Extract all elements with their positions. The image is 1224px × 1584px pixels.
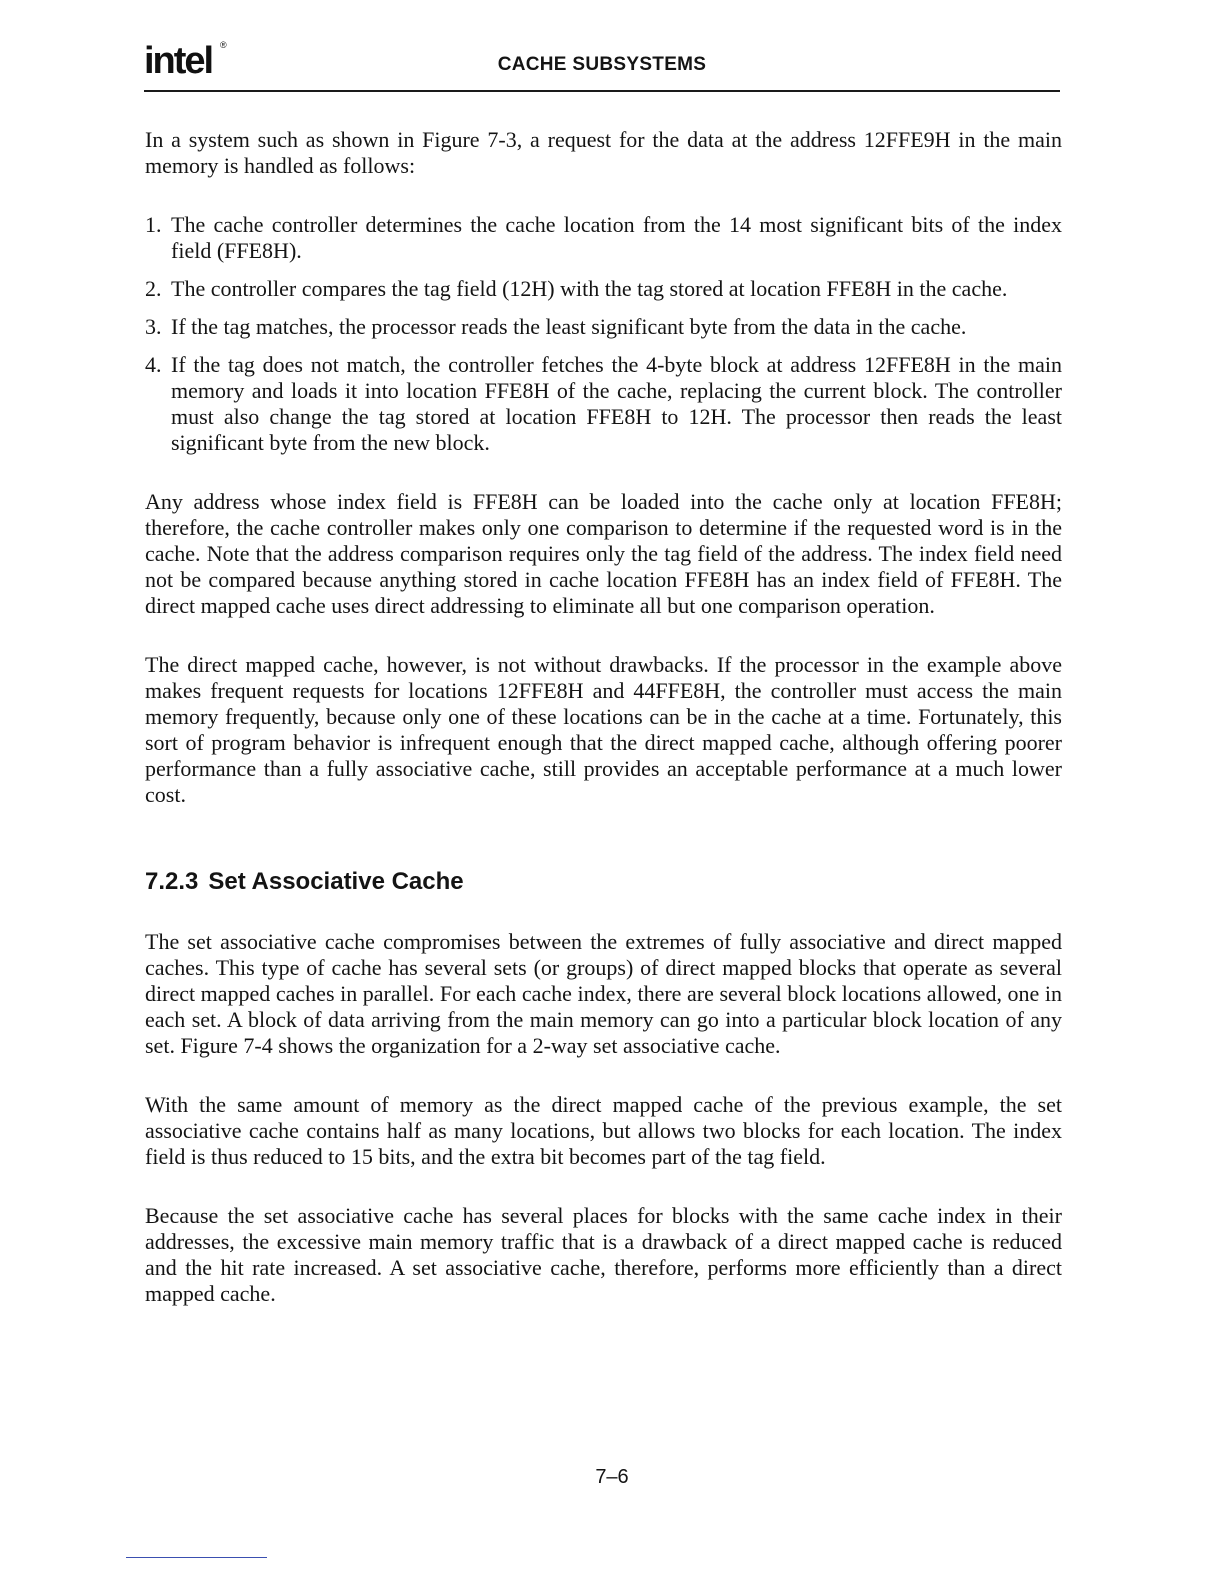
set-associative-paragraph: The set associative cache compromises between the extremes of fully associative and direct mapped caches. This type of cache has several sets (or groups) of direct mapped blocks that operate as several direct mapped caches in parallel. For each cache index, there are several block locations allowed, one in each set. A block of data arriving from the main memory can go into a particular block location of any set. Figure 7-4 shows the organization for a 2-way set associative cache. — [145, 929, 1062, 1058]
list-item-text: The controller compares the tag field (12H) with the tag stored at location FFE8H in the cache. — [171, 276, 1008, 301]
section-number: 7.2.3 — [145, 868, 199, 895]
section-title: Set Associative Cache — [208, 868, 464, 895]
footnote-rule — [126, 1557, 267, 1558]
list-item — [145, 276, 1062, 302]
registered-mark: ® — [220, 40, 227, 50]
intro-paragraph: In a system such as shown in Figure 7-3, a request for the data at the address 12FFE9H in the main memory is handled as follows: — [145, 127, 1062, 178]
list-item-number: 1. — [145, 212, 162, 237]
steps-list — [145, 212, 1062, 456]
page-number: 7–6 — [595, 1466, 629, 1488]
list-item-text: If the tag does not match, the controller fetches the 4-byte block at address 12FFE8H in the main memory and loads it into location FFE8H of the cache, replacing the current block. The controller must also change the tag stored at location FFE8H to 12H. The processor then reads the least significant byte from the new block. — [171, 352, 1062, 455]
list-item-text: The cache controller determines the cache location from the 14 most significant bits of the index field (FFE8H). — [171, 212, 1062, 263]
list-item — [145, 212, 1062, 264]
list-item — [145, 314, 1062, 340]
list-item-number: 2. — [145, 276, 162, 301]
section-heading — [145, 868, 1062, 896]
running-title: CACHE SUBSYSTEMS — [497, 54, 707, 75]
list-item-number: 3. — [145, 314, 162, 339]
list-item — [145, 352, 1062, 456]
efficiency-paragraph: Because the set associative cache has several places for blocks with the same cache index in their addresses, the excessive main memory traffic that is a drawback of a direct mapped cache is reduced and the hit rate increased. A set associative cache, therefore, performs more efficiently than a direct mapped cache. — [145, 1203, 1062, 1306]
list-item-text: If the tag matches, the processor reads the least significant byte from the data in the cache. — [171, 314, 967, 339]
intel-logo: intel — [144, 40, 213, 82]
page-content — [145, 127, 1062, 1307]
page-header — [144, 30, 1060, 92]
list-item-number: 4. — [145, 352, 162, 377]
memory-comparison-paragraph: With the same amount of memory as the direct mapped cache of the previous example, the set associative cache contains half as many locations, but allows two blocks for each location. The index field is thus reduced to 15 bits, and the extra bit becomes part of the tag field. — [145, 1092, 1062, 1169]
drawbacks-paragraph: The direct mapped cache, however, is not without drawbacks. If the processor in the example above makes frequent requests for locations 12FFE8H and 44FFE8H, the controller must access the main memory frequently, because only one of these locations can be in the cache at a time. Fortunately, this sort of program behavior is infrequent enough that the direct mapped cache, although offering poorer performance than a fully associative cache, still provides an acceptable performance at a much lower cost. — [145, 652, 1062, 807]
direct-mapped-paragraph: Any address whose index field is FFE8H can be loaded into the cache only at location FFE8H; therefore, the cache controller makes only one comparison to determine if the requested word is in the cache. Note that the address comparison requires only the tag field of the address. The index field need not be compared because anything stored in cache location FFE8H has an index field of FFE8H. The direct mapped cache uses direct addressing to eliminate all but one comparison operation. — [145, 489, 1062, 618]
